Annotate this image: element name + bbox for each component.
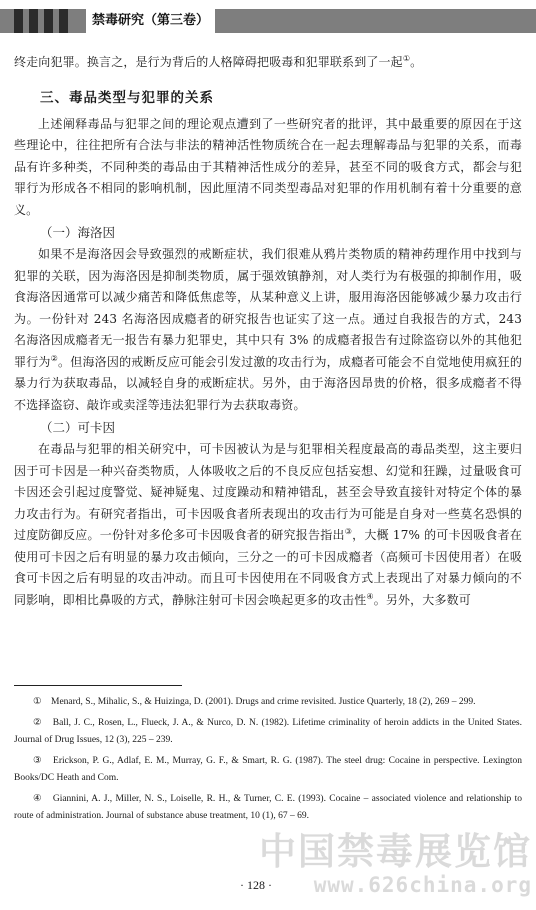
- paragraph-heroin: [14, 244, 522, 416]
- paragraph-cocaine: [14, 439, 522, 611]
- footnote-item: ① Menard, S., Mihalic, S., & Huizinga, D. (2001). Drugs and crime revisited. Justice Quarterly, 18 (2), 269 – 299.: [33, 697, 476, 707]
- footnote-ref[interactable]: ②: [50, 353, 59, 363]
- cocaine-text-b: ，大概 17% 的可卡因吸食者在使用可卡因之后有明显的暴力攻击倾向，三分之一的可卡因成瘾者（高频可卡因使用者）在吸食可卡因之后有明显的攻击冲动。而且可卡因使用在不同吸食方式上表现出了对暴力倾向的不同影响，即相比鼻吸的方式，静脉注射可卡因会唤起更多的攻击性: [14, 528, 522, 607]
- header-stripe: [59, 9, 68, 33]
- footnote-item: ④ Giannini, A. J., Miller, N. S., Loiselle, R. H., & Turner, C. E. (1993). Cocaine – associated violence and relationship to route of administration. Journal of substance abuse treatment, 10 (1), 67 – 69.: [14, 794, 522, 821]
- section-heading: 三、毒品类型与犯罪的关系: [40, 89, 214, 106]
- footnote-ref[interactable]: ①: [402, 54, 411, 63]
- subheading-heroin: （一）海洛因: [40, 225, 116, 240]
- paragraph-theory-critique: 上述阐释毒品与犯罪之间的理论观点遭到了一些研究者的批评，其中最重要的原因在于这些理论中，往往把所有合法与非法的精神活性物质统合在一起去理解毒品与犯罪的关系，而毒品有许多种类，不同种类的毒品由于其精神活性成分的差异，甚至不同的吸食方式，都会与犯罪行为形成各不相同的影响机制，因此厘清不同类型毒品对犯罪的作用机制有着十分重要的意义。: [14, 116, 522, 217]
- header-stripe: [14, 9, 23, 33]
- header-stripe: [44, 9, 53, 33]
- page-number: · 128 ·: [240, 878, 272, 892]
- footnote-item: ② Ball, J. C., Rosen, L., Flueck, J. A., & Nurco, D. N. (1982). Lifetime criminality of heroin addicts in the United States. Journal of Drug Issues, 12 (3), 225 – 239.: [14, 718, 522, 745]
- intro-text: 终走向犯罪。换言之，是行为背后的人格障碍把吸毒和犯罪联系到了一起: [14, 55, 403, 69]
- footnote-ref[interactable]: ④: [366, 591, 374, 601]
- footnotes: [14, 694, 522, 829]
- intro-paragraph: 终走向犯罪。换言之，是行为背后的人格障碍把吸毒和犯罪联系到了一起①。: [14, 54, 423, 69]
- footnote-ref[interactable]: ③: [344, 527, 353, 536]
- cocaine-text-c: 。另外，大多数可: [373, 592, 471, 607]
- cocaine-text-a: 在毒品与犯罪的相关研究中，可卡因被认为是与犯罪相关程度最高的毒品类型，这主要归因于可卡因是一种兴奋类物质，人体吸收之后的不良反应包括妄想、幻觉和狂躁，过量吸食可卡因还会引起过度警觉、疑神疑鬼、过度躁动和精神错乱，甚至会导致直接针对特定个体的暴力攻击行为。有研究者指出，可卡因吸食者所表现出的攻击行为可能是自身对一些莫名恐惧的过度防御反应。一份针对多伦多可卡因吸食者的研究报告指出: [14, 442, 522, 542]
- watermark-chinese: 中国禁毒展览馆: [259, 830, 532, 873]
- header-band: [0, 9, 536, 33]
- page-header: [0, 0, 536, 40]
- watermark-url: www.626china.org: [313, 873, 532, 897]
- heroin-text-a: 如果不是海洛因会导致强烈的戒断症状，我们很难从鸦片类物质的精神药理作用中找到与犯罪的关联，因为海洛因是抑制类物质，属于强效镇静剂，对人类行为有极强的抑制作用，吸食海洛因通常可以减少痛苦和降低焦虑等，从某种意义上讲，服用海洛因能够减少暴力攻击行为。一份针对 243 名海洛因成瘾者的研究报告也证实了这一点。通过自我报告的方式，243 名海洛因成瘾者无一报告有暴力犯罪史，其中只有 3% 的成瘾者报告有过除盗窃以外的其他犯罪行为: [14, 247, 522, 369]
- footnote-item: ③ Erickson, P. G., Adlaf, E. M., Murray, G. F., & Smart, R. G. (1987). The steel drug: Cocaine in perspective. Lexington Books/DC Heath and Com.: [14, 756, 522, 783]
- header-stripe: [29, 9, 38, 33]
- watermark: [248, 832, 532, 906]
- running-title: 禁毒研究（第三卷）: [86, 9, 215, 33]
- page-body: [14, 52, 522, 611]
- heroin-text-b: 。但海洛因的戒断反应可能会引发过激的攻击行为，成瘾者可能会不自觉地使用疯狂的暴力行为获取毒品，以减轻自身的戒断症状。另外，由于海洛因昂贵的价格，很多成瘾者不得不选择盗窃、敲诈或卖淫等违法犯罪行为去获取毒资。: [14, 354, 522, 412]
- subheading-cocaine: （二）可卡因: [40, 420, 116, 435]
- footnote-divider: [14, 685, 182, 686]
